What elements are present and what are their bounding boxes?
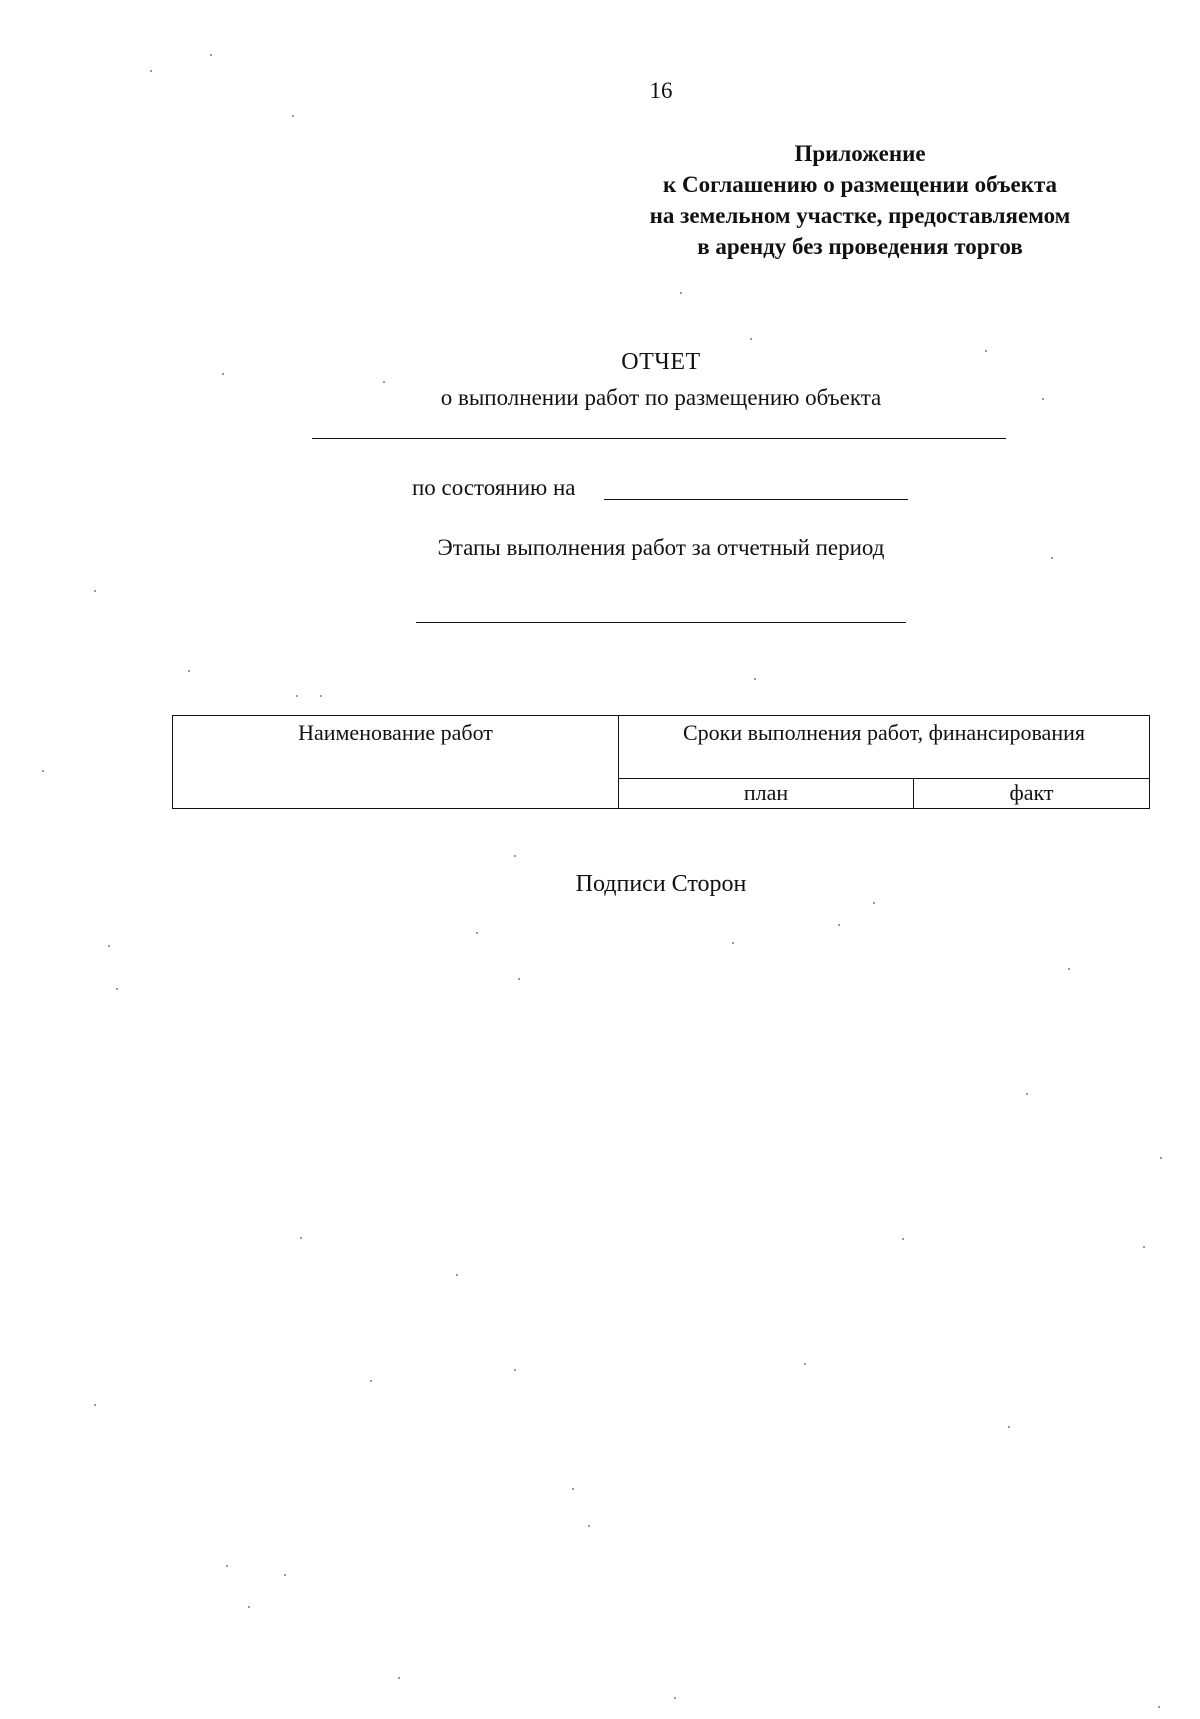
- scan-speck: [588, 1525, 590, 1527]
- stages-blank-line[interactable]: [416, 622, 906, 623]
- page-number: 16: [649, 78, 673, 103]
- scan-speck: [754, 678, 756, 680]
- report-subtitle: о выполнении работ по размещению объекта: [440, 385, 882, 410]
- table-header-row: [173, 716, 1150, 779]
- scan-speck: [680, 292, 682, 294]
- scan-speck: [1026, 1093, 1028, 1095]
- works-table: [172, 715, 1150, 809]
- scan-speck: [1068, 968, 1070, 970]
- scan-speck: [1160, 1157, 1162, 1159]
- scan-speck: [94, 1404, 96, 1406]
- column-header-terms: Сроки выполнения работ, финансирования: [619, 716, 1150, 779]
- scan-speck: [985, 350, 987, 352]
- scan-speck: [94, 590, 96, 592]
- signatures-label: Подписи Сторон: [575, 871, 747, 897]
- appendix-header: [600, 138, 1120, 262]
- scan-speck: [116, 988, 118, 990]
- scan-speck: [518, 978, 520, 980]
- scan-speck: [320, 695, 322, 697]
- scan-speck: [674, 1697, 676, 1699]
- scan-speck: [902, 1238, 904, 1240]
- appendix-line: на земельном участке, предоставляемом: [649, 203, 1071, 228]
- column-header-work-name: Наименование работ: [173, 716, 619, 809]
- column-header-plan: план: [619, 779, 914, 809]
- scan-speck: [572, 1488, 574, 1490]
- scan-speck: [284, 1574, 286, 1576]
- scan-speck: [804, 1363, 806, 1365]
- appendix-line: к Соглашению о размещении объекта: [662, 172, 1058, 197]
- scan-speck: [476, 932, 478, 934]
- report-title: ОТЧЕТ: [621, 349, 701, 375]
- as-of-label: по состоянию на: [412, 475, 576, 500]
- scan-speck: [456, 1274, 458, 1276]
- scan-speck: [1042, 398, 1044, 400]
- scan-speck: [296, 695, 298, 697]
- column-header-fact: факт: [914, 779, 1150, 809]
- scan-speck: [838, 924, 840, 926]
- scan-speck: [42, 770, 44, 772]
- scan-speck: [1143, 1246, 1145, 1248]
- scan-speck: [108, 945, 110, 947]
- scan-speck: [222, 373, 224, 375]
- scan-speck: [226, 1565, 228, 1567]
- scan-speck: [300, 1237, 302, 1239]
- scan-speck: [514, 1369, 516, 1371]
- scan-speck: [383, 381, 385, 383]
- scan-speck: [188, 670, 190, 672]
- scan-speck: [750, 338, 752, 340]
- stages-label: Этапы выполнения работ за отчетный период: [437, 535, 885, 560]
- object-name-blank-line[interactable]: [312, 438, 1006, 439]
- scan-speck: [873, 902, 875, 904]
- scan-speck: [1051, 557, 1053, 559]
- appendix-line: в аренду без проведения торгов: [697, 234, 1023, 259]
- scan-speck: [732, 942, 734, 944]
- scan-speck: [248, 1606, 250, 1608]
- scan-speck: [370, 1380, 372, 1382]
- scan-speck: [210, 54, 212, 56]
- scan-speck: [398, 1677, 400, 1679]
- appendix-title: Приложение: [794, 141, 926, 166]
- scan-speck: [292, 115, 294, 117]
- as-of-date-blank-line[interactable]: [604, 499, 908, 500]
- scan-speck: [1008, 1426, 1010, 1428]
- scan-speck: [514, 855, 516, 857]
- scan-speck: [150, 70, 152, 72]
- scan-speck: [1158, 1706, 1160, 1708]
